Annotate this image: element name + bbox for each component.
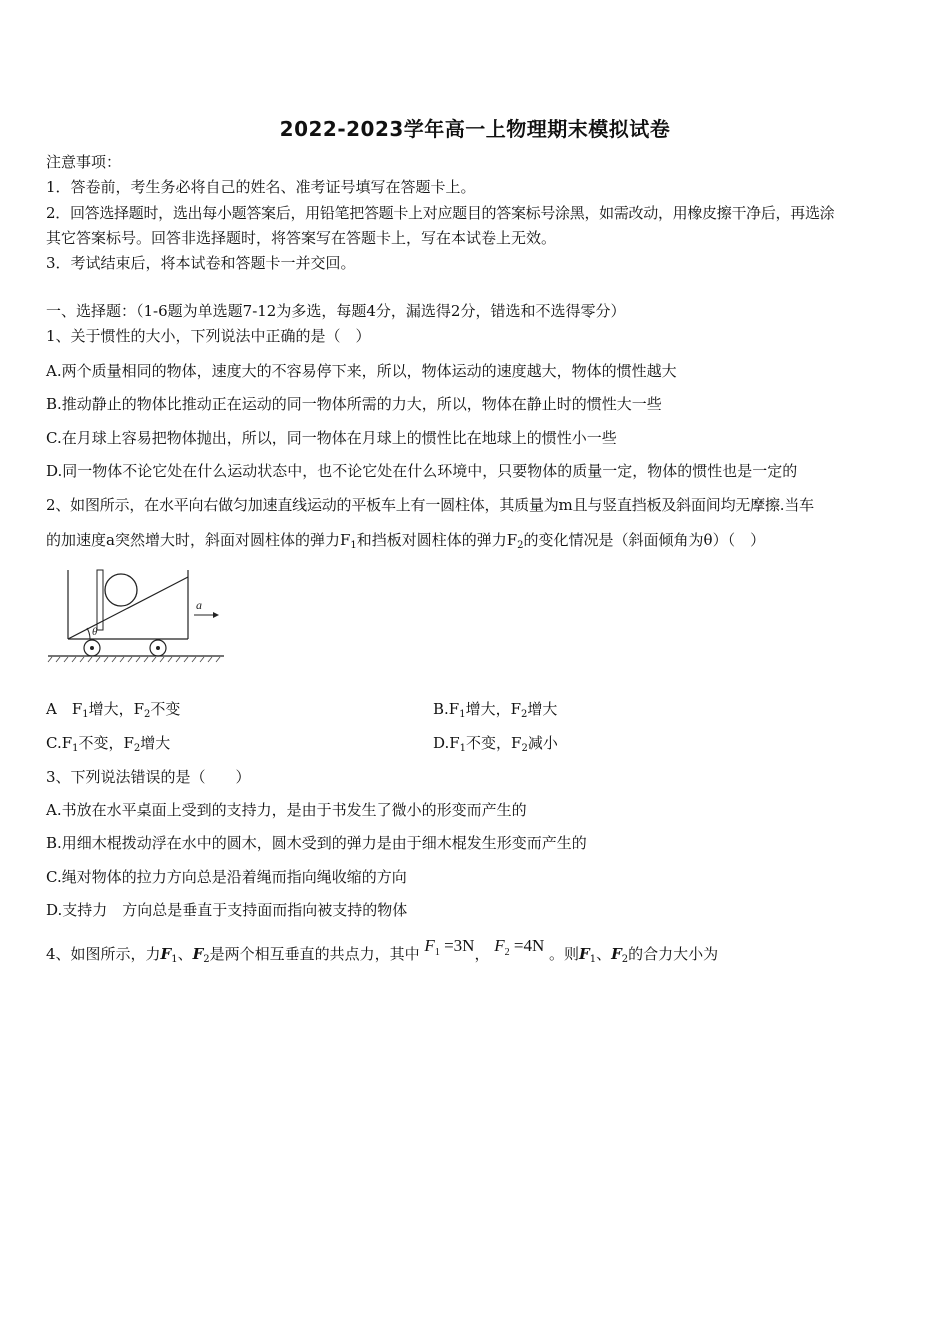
f2-equation: $F_2 =4N$	[494, 936, 545, 958]
notice-item-2-line-1: 2．回答选择题时，选出每小题答案后，用铅笔把答题卡上对应题目的答案标号涂黑，如需改动，用橡皮擦干净后，再选涂	[46, 204, 835, 222]
subscript-2: 2	[517, 540, 524, 551]
q2-stem-line-2	[46, 530, 765, 550]
q2-option-b: $B.F_1$增大，$F_2$增大	[433, 700, 558, 720]
angle-label: θ	[92, 626, 98, 638]
q1-option-d: D.同一物体不论它处在什么运动状态中，也不论它处在什么环境中，只要物体的质量一定，物体的惯性也是一定的	[46, 462, 798, 480]
q2-stem-part-b: 和挡板对圆柱体的弹力F	[356, 531, 518, 549]
notice-item-1: 1．答卷前，考生务必将自己的姓名、准考证号填写在答题卡上。	[46, 178, 476, 196]
q1-option-b: B.推动静止的物体比推动正在运动的同一物体所需的力大，所以，物体在静止时的惯性大一些	[46, 395, 662, 413]
cart-incline-figure	[46, 562, 226, 667]
q4-stem: 4、如图所示，力$F_1$、$F_2$是两个相互垂直的共点力，其中 $F_1 =3N$， $F_2 =4N$ 。则$F_1$、$F_2$的合力大小为	[46, 936, 719, 965]
q2-stem-line-1: 2、如图所示，在水平向右做匀加速直线运动的平板车上有一圆柱体，其质量为m且与竖直挡板及斜面间均无摩擦.当车	[46, 496, 814, 514]
f1-equation: $F_1 =3N$	[424, 936, 475, 958]
q2-stem-part-a: 的加速度a突然增大时，斜面对圆柱体的弹力F	[46, 531, 351, 549]
q2-option-d: $D.F_1$不变，$F_2$减小	[433, 734, 558, 754]
section-heading: 一、选择题：（1-6题为单选题7-12为多选，每题4分，漏选得2分，错选和不选得零分）	[46, 302, 626, 320]
q2-option-c: $C.F_1$不变，$F_2$增大	[46, 734, 171, 754]
q2-stem-part-c: 的变化情况是（斜面倾角为θ）（ ）	[523, 531, 766, 549]
q1-stem: 1、关于惯性的大小，下列说法中正确的是（ ）	[46, 327, 371, 345]
notice-heading: 注意事项：	[46, 153, 122, 171]
q2-option-a: A $F_1$增大，$F_2$不变	[46, 700, 181, 720]
notice-item-2-line-2: 其它答案标号。回答非选择题时，将答案写在答题卡上，写在本试卷上无效。	[46, 229, 557, 247]
q1-option-c: C.在月球上容易把物体抛出，所以，同一物体在月球上的惯性比在地球上的惯性小一些	[46, 429, 617, 447]
subscript-1: 1	[350, 540, 357, 551]
q3-option-d: D.支持力 方向总是垂直于支持面而指向被支持的物体	[46, 901, 408, 919]
q1-option-a: A.两个质量相同的物体，速度大的不容易停下来，所以，物体运动的速度越大，物体的惯性越大	[46, 362, 677, 380]
acceleration-label: a	[196, 598, 202, 612]
notice-item-3: 3．考试结束后，将本试卷和答题卡一并交回。	[46, 254, 356, 272]
q3-stem: 3、下列说法错误的是（ ）	[46, 768, 251, 786]
q3-option-c: C.绳对物体的拉力方向总是沿着绳而指向绳收缩的方向	[46, 868, 407, 886]
page-title: 2022-2023学年高一上物理期末模拟试卷	[279, 117, 671, 141]
q3-option-a: A.书放在水平桌面上受到的支持力，是由于书发生了微小的形变而产生的	[46, 801, 527, 819]
q3-option-b: B.用细木棍拨动浮在水中的圆木，圆木受到的弹力是由于细木棍发生形变而产生的	[46, 834, 587, 852]
